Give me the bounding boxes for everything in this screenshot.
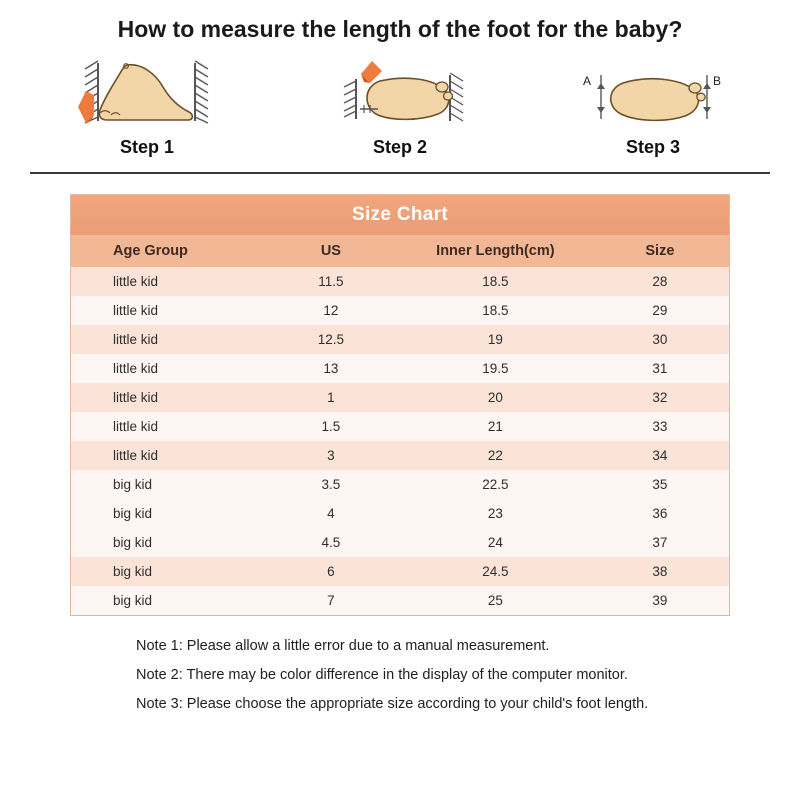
cell-us: 4: [262, 499, 400, 528]
cell-us: 4.5: [262, 528, 400, 557]
cell-size: 36: [591, 499, 729, 528]
cell-us: 1.5: [262, 412, 400, 441]
cell-inner-length: 21: [400, 412, 591, 441]
cell-us: 12: [262, 296, 400, 325]
table-row: [71, 296, 729, 325]
cell-us: 13: [262, 354, 400, 383]
cell-inner-length: 18.5: [400, 267, 591, 296]
cell-size: 32: [591, 383, 729, 412]
size-chart-table: [71, 235, 729, 615]
cell-us: 12.5: [262, 325, 400, 354]
cell-size: 28: [591, 267, 729, 296]
cell-inner-length: 24: [400, 528, 591, 557]
column-header-inner-length: Inner Length(cm): [400, 235, 591, 267]
step-3: [546, 55, 761, 158]
step-1: [40, 55, 255, 158]
table-row: [71, 267, 729, 296]
table-row: [71, 557, 729, 586]
foot-top-with-ab-markers-icon: [573, 57, 733, 127]
cell-age-group: big kid: [71, 586, 262, 615]
marker-a-label: A: [583, 74, 592, 88]
cell-inner-length: 19: [400, 325, 591, 354]
cell-inner-length: 23: [400, 499, 591, 528]
cell-inner-length: 24.5: [400, 557, 591, 586]
step-3-label: Step 3: [625, 137, 681, 157]
cell-age-group: little kid: [71, 441, 262, 470]
marker-b-label: B: [713, 74, 722, 88]
table-row: [71, 412, 729, 441]
step-2-label: Step 2: [372, 137, 428, 157]
page-title: How to measure the length of the foot for the baby?: [117, 16, 683, 42]
column-header-us: US: [262, 235, 400, 267]
cell-age-group: little kid: [71, 296, 262, 325]
cell-age-group: little kid: [71, 412, 262, 441]
cell-size: 31: [591, 354, 729, 383]
step-1-illustration: [40, 55, 255, 127]
cell-size: 37: [591, 528, 729, 557]
cell-us: 6: [262, 557, 400, 586]
cell-us: 11.5: [262, 267, 400, 296]
section-divider: [30, 172, 770, 174]
cell-size: 29: [591, 296, 729, 325]
size-chart: [70, 194, 730, 616]
table-row: [71, 354, 729, 383]
table-row: [71, 499, 729, 528]
cell-age-group: little kid: [71, 383, 262, 412]
table-row: [71, 383, 729, 412]
cell-size: 38: [591, 557, 729, 586]
cell-size: 35: [591, 470, 729, 499]
column-header-age-group: Age Group: [71, 235, 262, 267]
step-2-illustration: [293, 55, 508, 127]
note-1: Note 1: Please allow a little error due to a manual measurement.: [136, 638, 550, 654]
step-1-label: Step 1: [119, 137, 175, 157]
cell-age-group: little kid: [71, 354, 262, 383]
cell-inner-length: 25: [400, 586, 591, 615]
table-row: [71, 470, 729, 499]
cell-us: 1: [262, 383, 400, 412]
cell-age-group: big kid: [71, 470, 262, 499]
cell-age-group: big kid: [71, 499, 262, 528]
cell-inner-length: 22: [400, 441, 591, 470]
note-3: Note 3: Please choose the appropriate size according to your child's foot length.: [136, 696, 649, 712]
step-3-illustration: [546, 55, 761, 127]
cell-us: 7: [262, 586, 400, 615]
size-chart-title: Size Chart: [71, 195, 729, 235]
cell-age-group: big kid: [71, 528, 262, 557]
table-row: [71, 325, 729, 354]
size-chart-header: [71, 235, 729, 267]
step-2: [293, 55, 508, 158]
foot-top-with-ruler-icon: [320, 57, 480, 127]
cell-size: 30: [591, 325, 729, 354]
steps-row: [0, 55, 800, 158]
cell-inner-length: 19.5: [400, 354, 591, 383]
cell-inner-length: 22.5: [400, 470, 591, 499]
cell-age-group: little kid: [71, 325, 262, 354]
foot-side-with-ruler-icon: [67, 57, 227, 127]
cell-inner-length: 20: [400, 383, 591, 412]
cell-size: 33: [591, 412, 729, 441]
cell-age-group: big kid: [71, 557, 262, 586]
cell-us: 3: [262, 441, 400, 470]
cell-size: 34: [591, 441, 729, 470]
table-row: [71, 528, 729, 557]
notes-section: [70, 638, 730, 712]
table-row: [71, 586, 729, 615]
column-header-size: Size: [591, 235, 729, 267]
note-2: Note 2: There may be color difference in the display of the computer monitor.: [136, 667, 628, 683]
cell-size: 39: [591, 586, 729, 615]
table-header-row: [71, 235, 729, 267]
size-chart-body: [71, 267, 729, 615]
cell-inner-length: 18.5: [400, 296, 591, 325]
table-row: [71, 441, 729, 470]
cell-us: 3.5: [262, 470, 400, 499]
cell-age-group: little kid: [71, 267, 262, 296]
